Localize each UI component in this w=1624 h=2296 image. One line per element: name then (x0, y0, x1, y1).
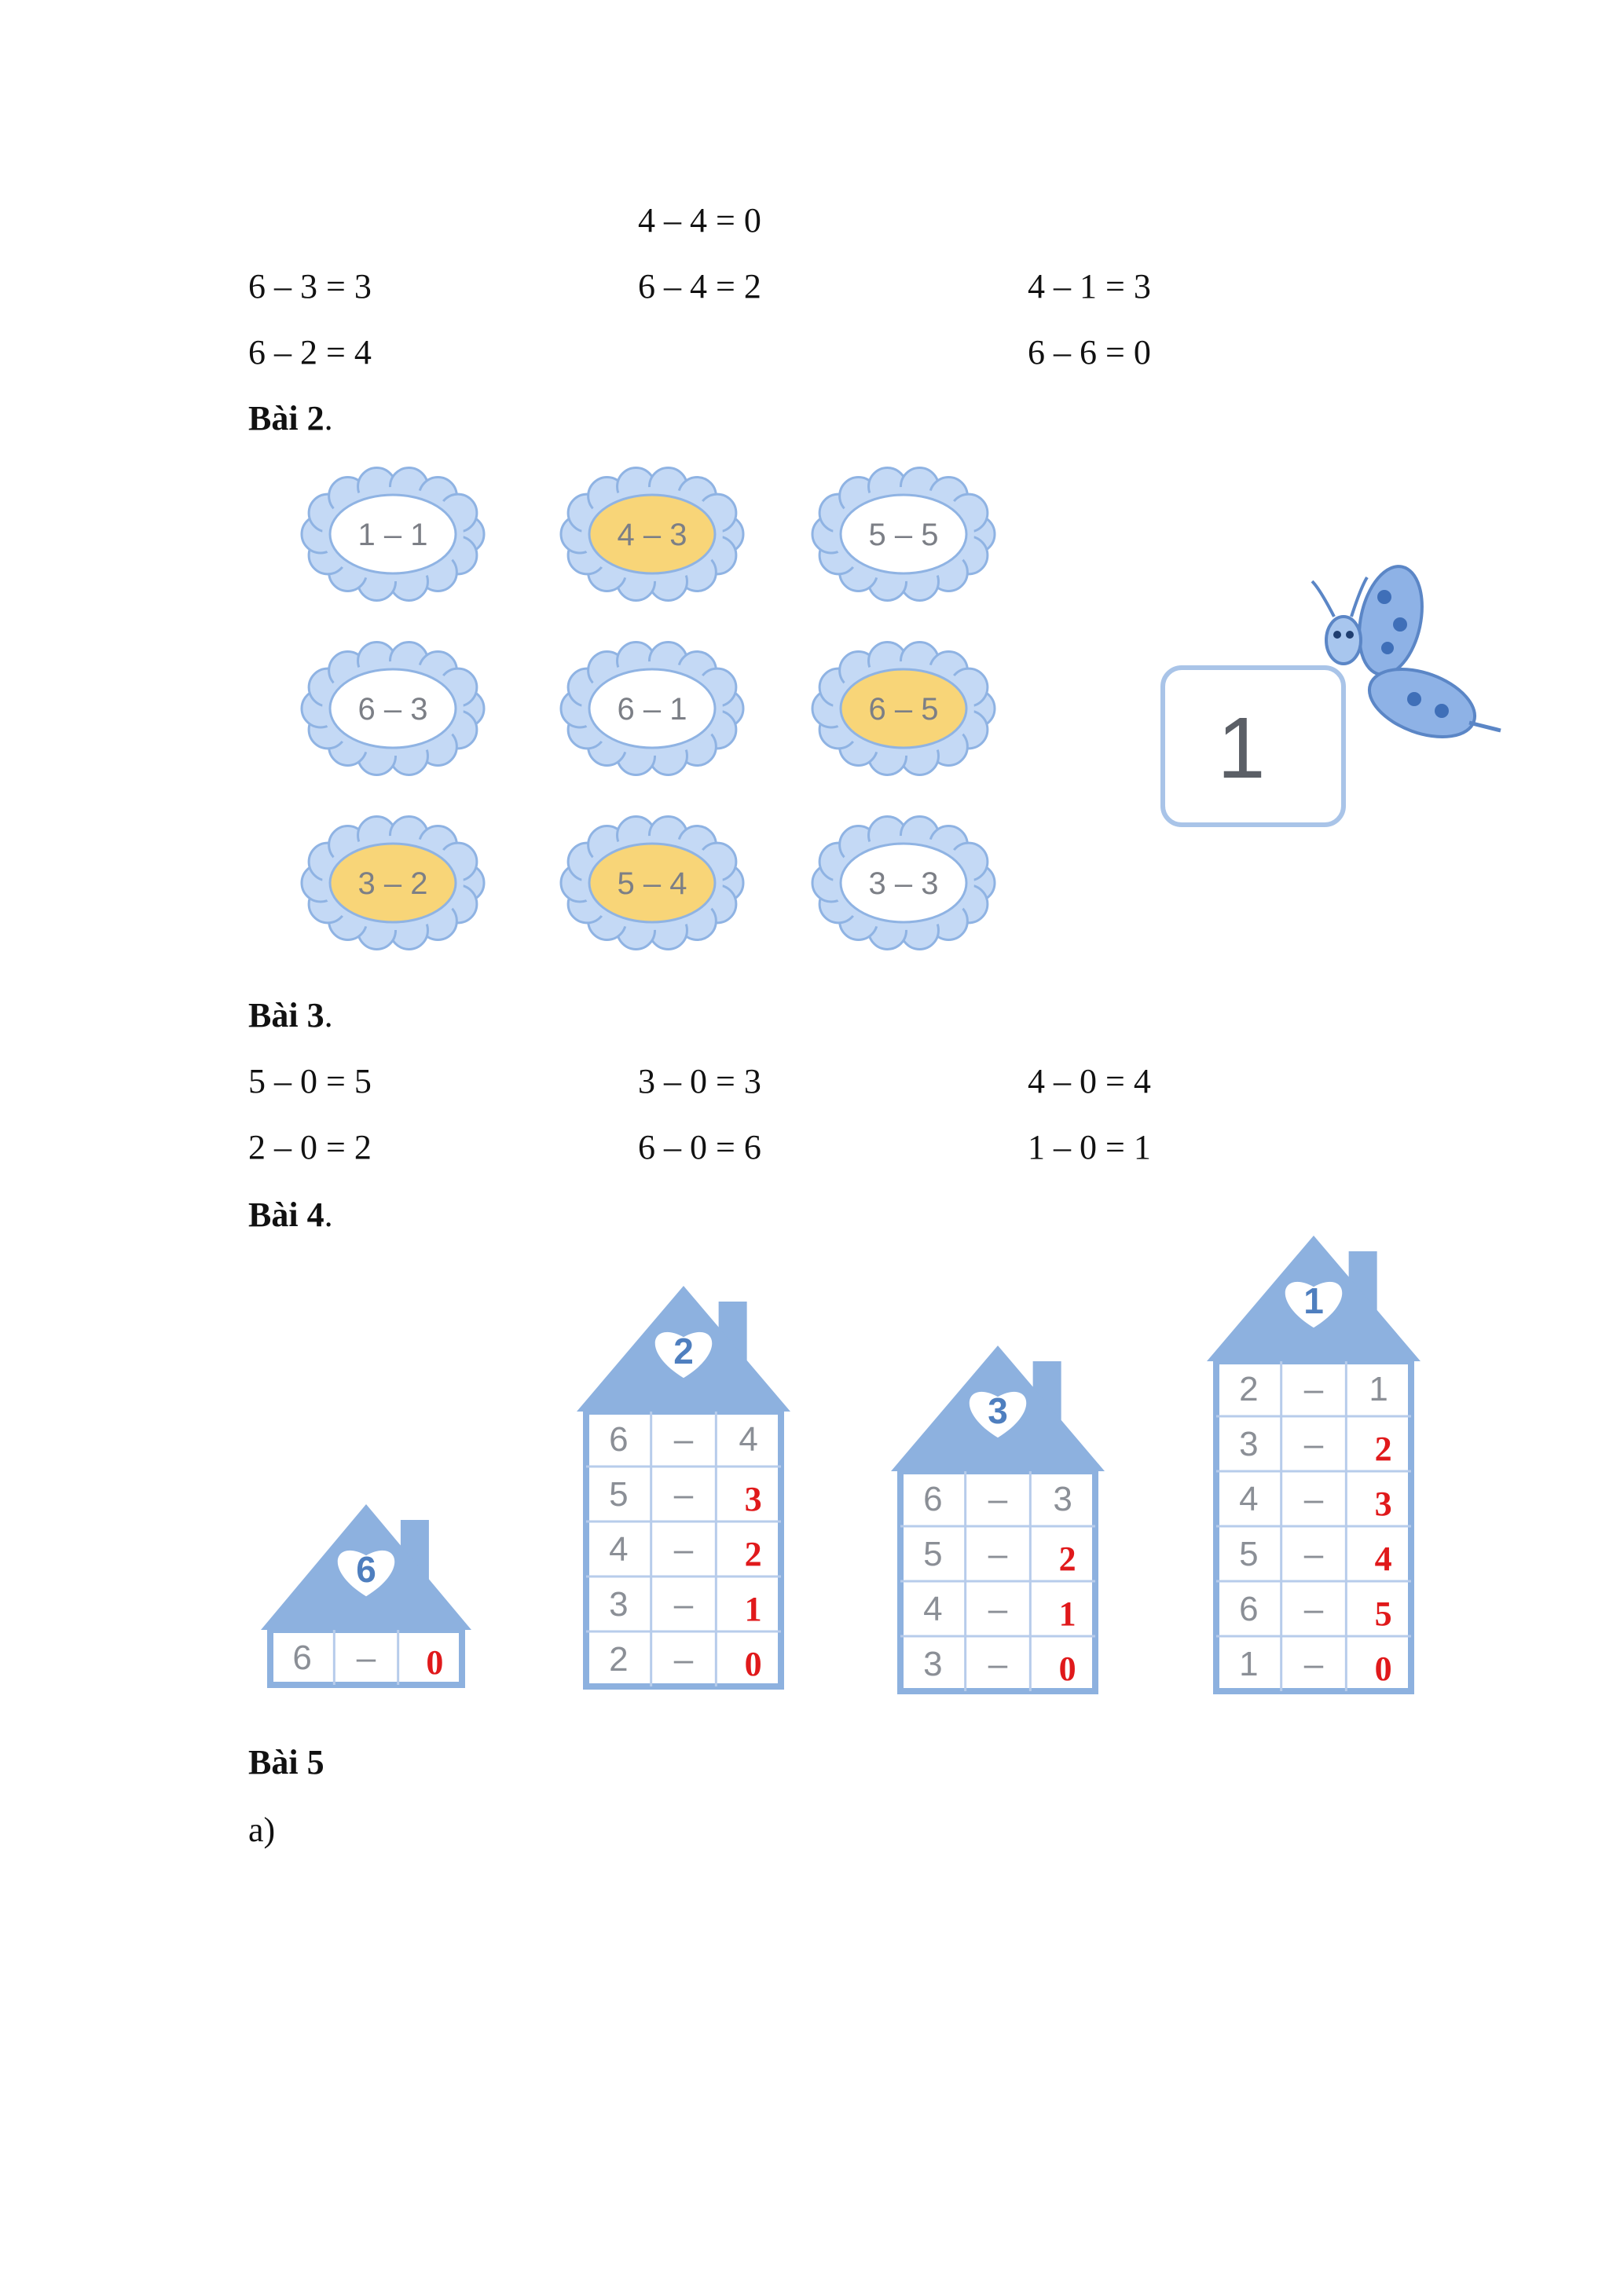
flower-label: 6 – 3 (357, 692, 428, 727)
table-cell: 4 (923, 1590, 943, 1628)
table-cell: – (673, 1585, 694, 1624)
table-cell: 6 (609, 1420, 629, 1459)
table-cell: 4 (609, 1530, 629, 1569)
table-cell: – (356, 1639, 376, 1677)
table-cell: – (988, 1535, 1008, 1573)
flower-label: 5 – 4 (617, 866, 687, 901)
table-cell: 3 (1053, 1480, 1072, 1518)
table-cell: 6 (1239, 1590, 1259, 1628)
table-cell: – (988, 1480, 1008, 1518)
answer-cell: 5 (1374, 1595, 1392, 1633)
bai1-eq-r2c1: 6 – 3 = 3 (248, 267, 372, 306)
sign-number: 1 (1217, 700, 1266, 796)
answer-cell: 0 (744, 1645, 762, 1683)
bai1-eq-r2c2: 6 – 4 = 2 (638, 267, 761, 306)
answer-cell: 4 (1374, 1540, 1392, 1578)
answer-cell: 2 (744, 1535, 762, 1573)
table-cell: 3 (923, 1645, 943, 1683)
house-roof-number: 3 (988, 1390, 1008, 1432)
table-cell: 1 (1369, 1370, 1388, 1408)
table-cell: 6 (923, 1480, 943, 1518)
table-cell: 2 (609, 1640, 629, 1679)
bai2-label: Bài 2 (248, 399, 324, 438)
answer-cell: 1 (744, 1590, 762, 1628)
bai3-label: Bài 3 (248, 996, 324, 1034)
bai2-punct: . (324, 399, 333, 438)
house-roof-number: 1 (1303, 1280, 1324, 1322)
table-cell: 2 (1239, 1370, 1259, 1408)
flower-label: 6 – 5 (868, 692, 939, 727)
bai4-label: Bài 4 (248, 1196, 324, 1234)
table-cell: 5 (609, 1475, 629, 1514)
answer-cell: 3 (1374, 1485, 1392, 1523)
answer-cell: 2 (1058, 1540, 1076, 1578)
house-3 (891, 1346, 1105, 1691)
answer-cell: 3 (744, 1480, 762, 1518)
table-cell: – (1303, 1480, 1324, 1518)
answer-cell: 2 (1374, 1430, 1392, 1468)
bai3-eq-r1c1: 5 – 0 = 5 (248, 1062, 372, 1100)
table-cell: 3 (609, 1585, 629, 1624)
table-cell: 4 (1239, 1480, 1259, 1518)
flower-label: 3 – 3 (868, 866, 939, 901)
table-cell: 6 (292, 1639, 312, 1677)
table-cell: – (988, 1645, 1008, 1683)
table-cell: – (673, 1640, 694, 1679)
bai1-eq-r3c1: 6 – 2 = 4 (248, 333, 372, 372)
bai3-eq-r2c3: 1 – 0 = 1 (1028, 1128, 1151, 1166)
table-cell: 4 (739, 1420, 758, 1459)
table-cell: – (673, 1530, 694, 1569)
flower-label: 6 – 1 (617, 692, 687, 727)
answer-cell: 0 (1374, 1650, 1392, 1688)
bai3-eq-r1c2: 3 – 0 = 3 (638, 1062, 761, 1100)
table-cell: – (988, 1590, 1008, 1628)
bai1-eq-r2c3: 4 – 1 = 3 (1028, 267, 1151, 306)
table-cell: 5 (1239, 1535, 1259, 1573)
bai5-label: Bài 5 (248, 1743, 324, 1782)
house-1 (1207, 1236, 1421, 1691)
house-2 (577, 1286, 790, 1686)
flower-label: 3 – 2 (357, 866, 428, 901)
table-cell: 3 (1239, 1425, 1259, 1463)
flower-label: 1 – 1 (357, 518, 428, 552)
house-roof-number: 6 (356, 1549, 376, 1591)
answer-cell: 0 (1058, 1650, 1076, 1688)
table-cell: – (1303, 1425, 1324, 1463)
flower-label: 4 – 3 (617, 518, 687, 552)
table-cell: – (673, 1420, 694, 1459)
house-roof-number: 2 (673, 1331, 694, 1372)
answer-cell: 0 (426, 1643, 444, 1682)
table-cell: 1 (1239, 1645, 1259, 1683)
bai3-eq-r1c3: 4 – 0 = 4 (1028, 1062, 1151, 1100)
bai1-eq-r3c3: 6 – 6 = 0 (1028, 333, 1151, 372)
table-cell: – (1303, 1370, 1324, 1408)
table-cell: – (1303, 1645, 1324, 1683)
bai1-eq-r1c2: 4 – 4 = 0 (638, 201, 761, 240)
bai3-eq-r2c2: 6 – 0 = 6 (638, 1128, 761, 1166)
answer-cell: 1 (1058, 1595, 1076, 1633)
bai3-punct: . (324, 996, 333, 1034)
flower-label: 5 – 5 (868, 518, 939, 552)
bai3-eq-r2c1: 2 – 0 = 2 (248, 1128, 372, 1166)
bai4-punct: . (324, 1196, 333, 1234)
bai5-heading (248, 1745, 324, 1780)
bai5-sub-a: a) (248, 1811, 276, 1849)
table-cell: – (1303, 1535, 1324, 1573)
table-cell: 5 (923, 1535, 943, 1573)
table-cell: – (673, 1475, 694, 1514)
house-6 (261, 1504, 471, 1685)
table-cell: – (1303, 1590, 1324, 1628)
